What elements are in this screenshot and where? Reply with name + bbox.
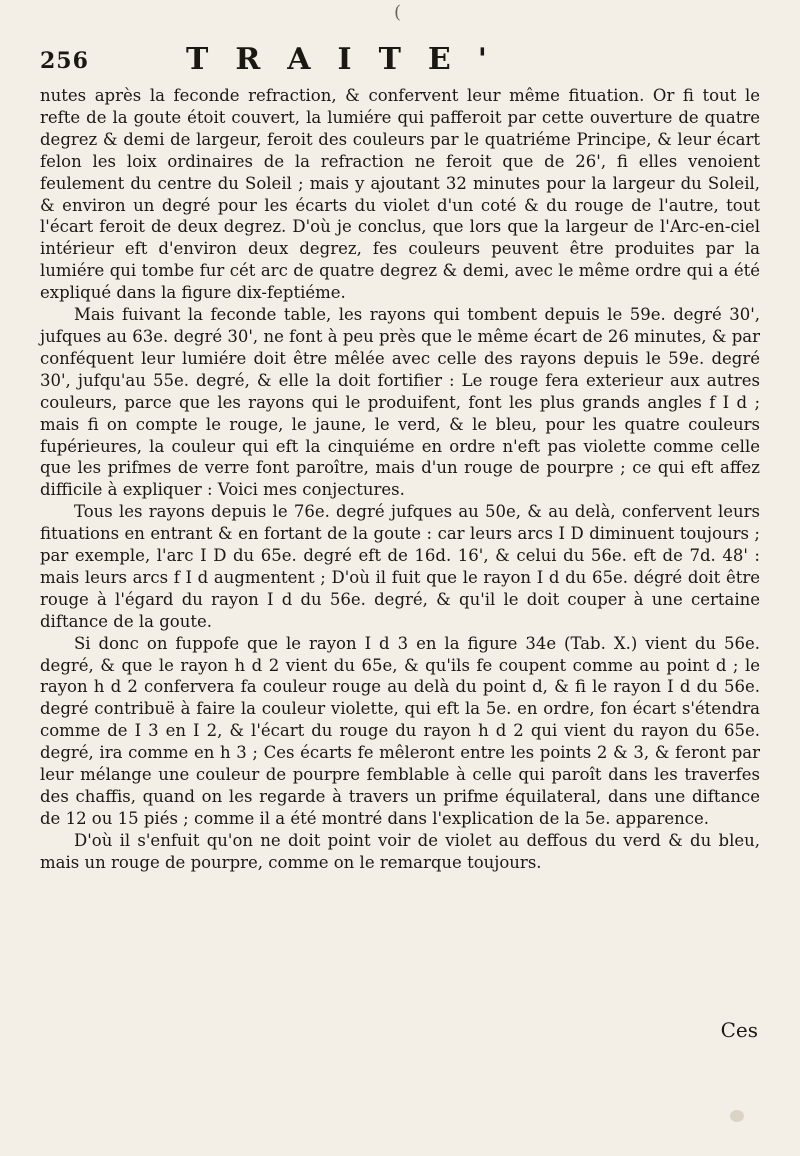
paper-stain <box>730 1110 744 1122</box>
body-text <box>40 85 760 874</box>
running-title: TRAITE' <box>186 42 514 77</box>
page-number: 256 <box>40 48 89 74</box>
paragraph-3: Tous les rayons depuis le 76e. degré jufques au 50e, & au delà, confervent leurs fituations en entrant & en fortant de la goute : car leurs arcs I D diminuent toujours ; par exemple, l'arc I D du 65e. degré eft de 16d. 16', & celui du 56e. eft de 7d. 48' : mais leurs arcs f I d augmentent ; D'où il fuit que le rayon I d du 65e. dégré doit être rouge à l'égard du rayon I d du 56e. degré, & qu'il le doit couper à une certaine diftance de la goute. <box>40 502 760 631</box>
catchword: Ces <box>720 1018 758 1042</box>
paragraph-1: nutes après la feconde refraction, & confervent leur même fituation. Or fi tout le refte de la goute étoit couvert, la lumiére qui pafferoit par cette ouverture de quatre degrez & demi de largeur, feroit des couleurs par le quatriéme Principe, & leur écart felon les loix ordinaires de la refraction ne feroit que de 26', fi elles venoient feulement du centre du Soleil ; mais y ajoutant 32 minutes pour la largeur du Soleil, & environ un degré pour les écarts du violet d'un coté & du rouge de l'autre, tout l'écart feroit de deux degrez. D'où je conclus, que lors que la largeur de l'Arc-en-ciel intérieur eft d'environ deux degrez, fes couleurs peuvent être produites par la lumiére qui tombe fur cét arc de quatre degrez & demi, avec le même ordre qui a été expliqué dans la figure dix-feptiéme. <box>40 86 760 303</box>
paragraph-4: Si donc on fuppofe que le rayon I d 3 en la figure 34e (Tab. X.) vient du 56e. degré, & que le rayon h d 2 vient du 65e, & qu'ils fe coupent comme au point d ; le rayon h d 2 confervera fa couleur rouge au delà du point d, & fi le rayon I d du 56e. degré contribuë à faire la couleur violette, qui eft la 5e. en ordre, fon écart s'étendra comme de I 3 en I 2, & l'écart du rouge du rayon h d 2 qui vient du rayon du 65e. degré, ira comme en h 3 ; Ces écarts fe mêleront entre les points 2 & 3, & feront par leur mélange une couleur de pourpre femblable à celle qui paroît dans les traverfes des chaffis, quand on les regarde à travers un prifme équilateral, dans une diftance de 12 ou 15 piés ; comme il a été montré dans l'explication de la 5e. apparence. <box>40 633 760 828</box>
corner-mark: ( <box>394 2 402 23</box>
paragraph-5: D'où il s'enfuit qu'on ne doit point voir de violet au deffous du verd & du bleu, mais un rouge de pourpre, comme on le remarque toujours. <box>40 830 760 872</box>
paragraph-2: Mais fuivant la feconde table, les rayons qui tombent depuis le 59e. degré 30', jufques au 63e. degré 30', ne font à peu près que le même écart de 26 minutes, & par conféquent leur lumiére doit être mêlée avec celle des rayons depuis le 59e. degré 30', jufqu'au 55e. degré, & elle la doit fortifier : Le rouge fera exterieur aux autres couleurs, parce que les rayons qui le produifent, font les plus grands angles f I d ; mais fi on compte le rouge, le jaune, le verd, & le bleu, pour les quatre couleurs fupérieures, la couleur qui eft la cinquiéme en ordre n'eft pas violette comme celle que les prifmes de verre font paroître, mais d'un rouge de pourpre ; ce qui eft affez difficile à expliquer : Voici mes conjectures. <box>40 305 760 500</box>
page-header <box>40 42 760 82</box>
